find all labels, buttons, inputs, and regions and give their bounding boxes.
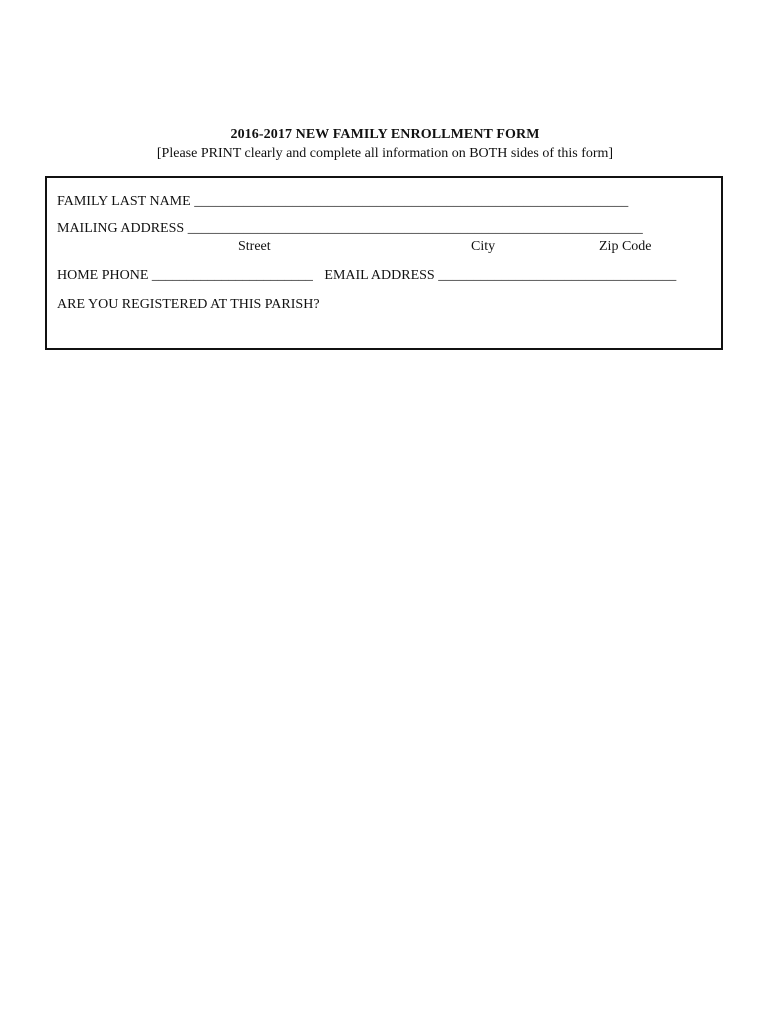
- mailing-address-label: MAILING ADDRESS: [57, 221, 185, 236]
- mailing-address-row: [57, 221, 643, 237]
- street-sublabel: Street: [238, 239, 271, 254]
- home-phone-field[interactable]: _______________________: [151, 268, 313, 283]
- family-last-name-label: FAMILY LAST NAME: [57, 194, 191, 209]
- parish-registration-question: ARE YOU REGISTERED AT THIS PARISH?: [57, 297, 320, 312]
- email-address-field[interactable]: __________________________________: [438, 268, 677, 283]
- family-last-name-field[interactable]: ______________________________________________________________: [194, 194, 629, 209]
- form-title: 2016-2017 NEW FAMILY ENROLLMENT FORM: [230, 127, 540, 142]
- mailing-address-field[interactable]: _________________________________________________________________: [187, 221, 643, 236]
- family-last-name-row: [57, 194, 628, 210]
- contact-row: [57, 268, 676, 284]
- family-info-box: [45, 176, 723, 350]
- zip-code-sublabel: Zip Code: [599, 239, 652, 254]
- email-address-label: EMAIL ADDRESS: [324, 268, 435, 283]
- home-phone-label: HOME PHONE: [57, 268, 149, 283]
- form-instructions: [Please PRINT clearly and complete all information on BOTH sides of this form]: [156, 146, 614, 161]
- city-sublabel: City: [471, 239, 496, 254]
